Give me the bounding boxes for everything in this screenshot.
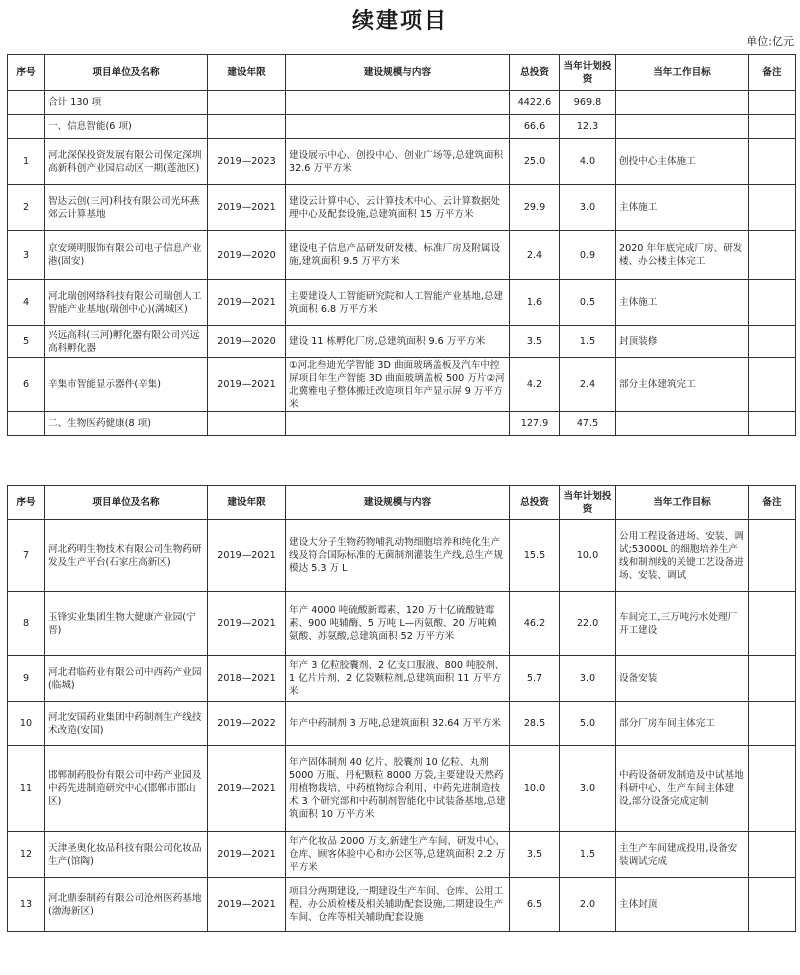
table-row [8,702,796,746]
unit-label: 单位:亿元 [746,35,794,48]
row-note [749,139,796,185]
header-plan: 当年计划投资 [560,55,616,91]
row-goal: 部分主体建筑完工 [616,358,749,412]
total-row [8,91,796,115]
row-total-investment: 3.5 [510,832,560,878]
header-years: 建设年限 [208,486,286,520]
section-years [208,412,286,436]
row-plan-investment: 4.0 [560,139,616,185]
table-row [8,139,796,185]
row-note [749,280,796,326]
row-name: 河北深保投资发展有限公司保定深圳高新科创产业园启动区一期(莲池区) [45,139,208,185]
project-table-part2 [7,485,796,932]
row-seq: 1 [8,139,45,185]
section-label: 一、信息智能(6 项) [45,115,208,139]
total-investment: 4422.6 [510,91,560,115]
row-goal: 部分厂房车间主体完工 [616,702,749,746]
row-scale: 年产 3 亿粒胶囊剂、2 亿支口服液、800 吨胶剂、1 亿片片剂、2 亿袋颗粒剂,总建筑面积 11 万平方米 [286,656,510,702]
row-scale: 年产化妆品 2000 万支,新建生产车间、研发中心、仓库、顾客体验中心和办公区等,总建筑面积 2.2 万平方米 [286,832,510,878]
section-total: 127.9 [510,412,560,436]
row-total-investment: 46.2 [510,592,560,656]
section-goal [616,412,749,436]
row-goal: 设备安装 [616,656,749,702]
total-seq [8,91,45,115]
row-years: 2019—2022 [208,702,286,746]
row-years: 2019—2021 [208,592,286,656]
header-scale: 建设规模与内容 [286,486,510,520]
project-table-part1 [7,54,796,436]
total-label: 合计 130 项 [45,91,208,115]
row-years: 2019—2021 [208,185,286,231]
total-goal [616,91,749,115]
total-note [749,91,796,115]
row-total-investment: 5.7 [510,656,560,702]
row-name: 辛集市智能显示器件(辛集) [45,358,208,412]
section-seq [8,115,45,139]
row-plan-investment: 1.5 [560,326,616,358]
row-seq: 10 [8,702,45,746]
row-scale: ①河北叁迪光学智能 3D 曲面玻璃盖板及汽车中控屏项目年生产智能 3D 曲面玻璃盖板 500 万片②河北冀雅电子整体搬迁改造项目年产显示屏 9 万平方米 [286,358,510,412]
table-row [8,878,796,932]
row-plan-investment: 1.5 [560,832,616,878]
row-seq: 8 [8,592,45,656]
row-plan-investment: 2.0 [560,878,616,932]
section-goal [616,115,749,139]
row-years: 2019—2020 [208,326,286,358]
total-years [208,91,286,115]
row-name: 京安瑛明服饰有限公司电子信息产业港(固安) [45,231,208,280]
row-note [749,746,796,832]
section-plan: 47.5 [560,412,616,436]
header-plan: 当年计划投资 [560,486,616,520]
section-row [8,412,796,436]
row-scale: 建设大分子生物药物哺乳动物细胞培养和纯化生产线及符合国际标准的无菌制剂灌装生产线,总生产规模达 5.3 万 L [286,520,510,592]
header-seq: 序号 [8,486,45,520]
row-seq: 6 [8,358,45,412]
total-scale [286,91,510,115]
row-years: 2019—2021 [208,280,286,326]
table-header-row [8,486,796,520]
header-note: 备注 [749,55,796,91]
section-seq [8,412,45,436]
row-plan-investment: 2.4 [560,358,616,412]
row-name: 兴远高科(三河)孵化器有限公司兴远高科孵化器 [45,326,208,358]
row-scale: 年产 4000 吨硫酸新霉素、120 万十亿硫酸链霉素、900 吨辅酶、5 万吨 L—丙氨酸、20 万吨赖氨酸、苏氨酸,总建筑面积 52 万平方米 [286,592,510,656]
row-years: 2019—2021 [208,746,286,832]
table-row [8,358,796,412]
row-goal: 封顶装修 [616,326,749,358]
row-plan-investment: 5.0 [560,702,616,746]
row-note [749,832,796,878]
row-goal: 创投中心主体施工 [616,139,749,185]
section-note [749,115,796,139]
row-scale: 年产固体制剂 40 亿片、胶囊剂 10 亿粒、丸剂 5000 万瓶、丹杞颗粒 8000 万袋,主要建设天然药用植物栽培、中药植物综合利用、中药先进制造技术 3 个研究部和中药制剂智能化中试装备基地,总建筑面积 10 万平方米 [286,746,510,832]
row-note [749,520,796,592]
row-name: 河北瑞创网络科技有限公司瑞创人工智能产业基地(瑞创中心)(满城区) [45,280,208,326]
row-total-investment: 4.2 [510,358,560,412]
row-plan-investment: 3.0 [560,185,616,231]
row-goal: 主生产车间建成投用,设备安装调试完成 [616,832,749,878]
row-name: 河北鼎泰制药有限公司沧州医药基地(渤海新区) [45,878,208,932]
header-total: 总投资 [510,55,560,91]
section-label: 二、生物医药健康(8 项) [45,412,208,436]
row-name: 智达云创(三河)科技有限公司光环燕郊云计算基地 [45,185,208,231]
row-goal: 车间完工,三万吨污水处理厂开工建设 [616,592,749,656]
row-years: 2019—2021 [208,358,286,412]
row-years: 2019—2021 [208,878,286,932]
section-note [749,412,796,436]
row-note [749,185,796,231]
row-seq: 4 [8,280,45,326]
table-row [8,592,796,656]
row-total-investment: 1.6 [510,280,560,326]
row-seq: 12 [8,832,45,878]
row-scale: 建设云计算中心、云计算技术中心、云计算数据处理中心及配套设施,总建筑面积 15 万平方米 [286,185,510,231]
row-name: 河北药明生物技术有限公司生物药研发及生产平台(石家庄高新区) [45,520,208,592]
table-row [8,231,796,280]
row-total-investment: 10.0 [510,746,560,832]
row-total-investment: 28.5 [510,702,560,746]
row-scale: 建设展示中心、创投中心、创业广场等,总建筑面积 32.6 万平方米 [286,139,510,185]
row-scale: 建设电子信息产品研发研发楼、标准厂房及附属设施,建筑面积 9.5 万平方米 [286,231,510,280]
row-goal: 主体封顶 [616,878,749,932]
row-years: 2019—2023 [208,139,286,185]
table-header-row [8,55,796,91]
header-goal: 当年工作目标 [616,55,749,91]
row-goal: 主体施工 [616,280,749,326]
section-years [208,115,286,139]
row-note [749,656,796,702]
table-row [8,280,796,326]
row-note [749,358,796,412]
row-name: 邯郸制药股份有限公司中药产业园及中药先进制造研究中心(邯郸市邯山区) [45,746,208,832]
row-total-investment: 2.4 [510,231,560,280]
section-total: 66.6 [510,115,560,139]
row-total-investment: 25.0 [510,139,560,185]
table-row [8,832,796,878]
table-row [8,746,796,832]
row-seq: 3 [8,231,45,280]
header-years: 建设年限 [208,55,286,91]
row-name: 天津圣奥化妆品科技有限公司化妆品生产(馆陶) [45,832,208,878]
header-scale: 建设规模与内容 [286,55,510,91]
row-plan-investment: 0.9 [560,231,616,280]
header-seq: 序号 [8,55,45,91]
table-row [8,656,796,702]
row-total-investment: 6.5 [510,878,560,932]
table-row [8,185,796,231]
row-scale: 年产中药制剂 3 万吨,总建筑面积 32.64 万平方米 [286,702,510,746]
row-goal: 2020 年年底完成厂房、研发楼、办公楼主体完工 [616,231,749,280]
row-years: 2019—2021 [208,520,286,592]
row-years: 2019—2021 [208,832,286,878]
row-name: 河北君临药业有限公司中西药产业园(临城) [45,656,208,702]
row-seq: 13 [8,878,45,932]
section-row [8,115,796,139]
page-title: 续建项目 [351,8,448,34]
row-goal: 中药设备研发制造及中试基地科研中心、生产车间主体建设,部分设备完成定制 [616,746,749,832]
row-plan-investment: 0.5 [560,280,616,326]
total-plan: 969.8 [560,91,616,115]
header-note: 备注 [749,486,796,520]
header-goal: 当年工作目标 [616,486,749,520]
header-name: 项目单位及名称 [45,55,208,91]
header-name: 项目单位及名称 [45,486,208,520]
row-plan-investment: 22.0 [560,592,616,656]
row-name: 玉锋实业集团生物大健康产业园(宁晋) [45,592,208,656]
row-goal: 公用工程设备进场、安装、调试;53000L 的细胞培养生产线和制剂线的关键工艺设备进场、安装、调试 [616,520,749,592]
row-years: 2018—2021 [208,656,286,702]
row-plan-investment: 3.0 [560,656,616,702]
row-plan-investment: 10.0 [560,520,616,592]
row-note [749,231,796,280]
row-name: 河北安国药业集团中药制剂生产线技术改造(安国) [45,702,208,746]
row-total-investment: 15.5 [510,520,560,592]
row-years: 2019—2020 [208,231,286,280]
section-scale [286,412,510,436]
row-plan-investment: 3.0 [560,746,616,832]
section-plan: 12.3 [560,115,616,139]
row-seq: 11 [8,746,45,832]
row-scale: 建设 11 栋孵化厂房,总建筑面积 9.6 万平方米 [286,326,510,358]
header-total: 总投资 [510,486,560,520]
row-seq: 9 [8,656,45,702]
section-scale [286,115,510,139]
row-note [749,878,796,932]
table-row [8,326,796,358]
row-goal: 主体施工 [616,185,749,231]
row-seq: 5 [8,326,45,358]
row-total-investment: 3.5 [510,326,560,358]
row-seq: 7 [8,520,45,592]
row-scale: 主要建设人工智能研究院和人工智能产业基地,总建筑面积 6.8 万平方米 [286,280,510,326]
row-note [749,592,796,656]
row-note [749,702,796,746]
row-scale: 项目分两期建设,一期建设生产车间、仓库、公用工程、办公质检楼及相关辅助配套设施,二期建设生产车间、仓库等相关辅助配套设施 [286,878,510,932]
table-row [8,520,796,592]
row-seq: 2 [8,185,45,231]
row-total-investment: 29.9 [510,185,560,231]
row-note [749,326,796,358]
